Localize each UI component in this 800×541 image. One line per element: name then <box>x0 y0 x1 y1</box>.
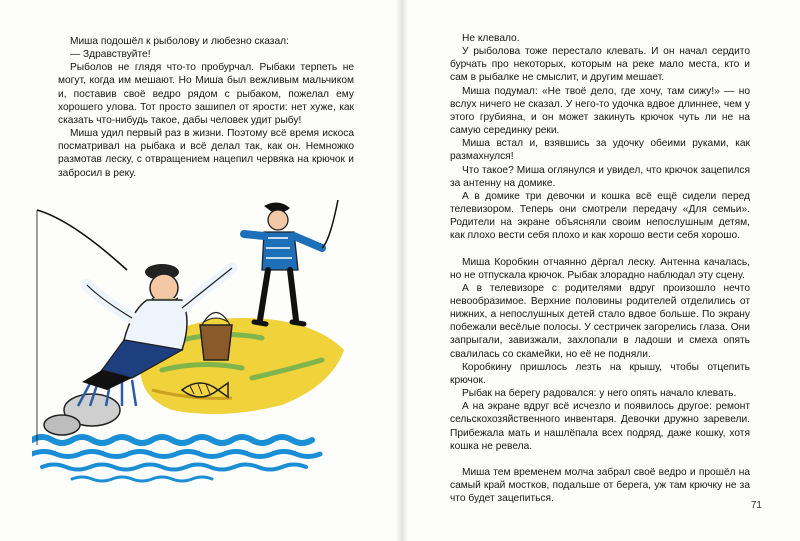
water-waves <box>32 437 320 481</box>
right-text-column <box>450 32 750 505</box>
paragraph: Рыболов не глядя что-то пробурчал. Рыбаки терпеть не могут, когда им мешают. Но Миша был вежливым мальчиком и, поставив своё ведро рядом с рыбаком, пожелал ему хорошего улова. Тот просто зашипел от ярости: нет хуже, как сказать что-нибудь такое, дабы человек удит рыбу! <box>58 62 354 126</box>
paragraph: Миша подошёл к рыболову и любезно сказал: <box>70 36 289 47</box>
paragraph: Рыбак на берегу радовался: у него опять начало клевать. <box>462 388 737 400</box>
bucket <box>200 313 232 361</box>
paragraph: А в домике три девочки и кошка всё ещё сидели перед телевизором. Теперь они смотрели передачу «Для семьи». Родители на экране объясняли своим непослушным детям, как плохо вести себя плохо и как хорошо вести себя хорошо. <box>450 190 750 242</box>
paragraph: Коробкину пришлось лезть на крышу, чтобы отцепить крючок. <box>450 361 750 386</box>
paragraph: Миша тем временем молча забрал своё ведро и прошёл на самый край мостков, подальше от берега, уж там крючку не за что будет зацепиться. <box>450 466 750 505</box>
paragraph: — Здравствуйте! <box>70 49 151 61</box>
page-number: 71 <box>750 500 762 511</box>
paragraph: Не клевало. <box>462 33 520 44</box>
fishing-illustration <box>32 200 362 490</box>
paragraph: А на экране вдруг всё исчезло и появилось другое: ремонт сельскохозяйственного инвентаря. Девочки дружно заревели. Прибежала мать и нашлёпала всех подряд, даже кошку, хотя кошка не ревела. <box>450 401 750 452</box>
paragraph: Миша подумал: «Не твоё дело, где хочу, там сижу!» — но вслух ничего не сказал. У него-то удочка вдвое длиннее, чем у этого грубияна, и он может закинуть крючок чуть ли не на самую серединку реки. <box>450 85 750 137</box>
boy-misha <box>244 200 362 324</box>
paragraph: Миша Коробкин отчаянно дёргал леску. Антенна качалась, но не отпускала крючок. Рыбак злорадно наблюдал эту сцену. <box>450 256 750 281</box>
paragraph: Миша удил первый раз в жизни. Поэтому всё время искоса посматривал на рыбака и всё делал так, как он. Немножко размотав леску, с отвращением нацепил червяка на крючок и забросил в реку. <box>58 128 354 179</box>
paragraph: А в телевизоре с родителями вдруг произошло нечто невообразимое. Верхние половины родителей отделились от нижних, а непослушных детей стало вдвое больше. По экрану побежали весёлые полосы. У сестричек загорелись глаза. Они запрыгали, завизжали, захлопали в ладоши и смеха опять свалилась со скамейки, но её не подняли. <box>450 282 750 360</box>
left-text-column <box>58 35 354 180</box>
right-page <box>402 0 800 541</box>
paragraph: Что такое? Миша оглянулся и увидел, что крючок зацепился за антенну на домике. <box>450 164 750 189</box>
paragraph: У рыболова тоже перестало клевать. И он начал сердито бурчать про некоторых, которым на реке мало места, кто и сам в рыбалке не смыслит, и другим мешает. <box>450 46 750 84</box>
paragraph: Миша встал и, взявшись за удочку обеими руками, как размахнулся! <box>450 138 750 163</box>
